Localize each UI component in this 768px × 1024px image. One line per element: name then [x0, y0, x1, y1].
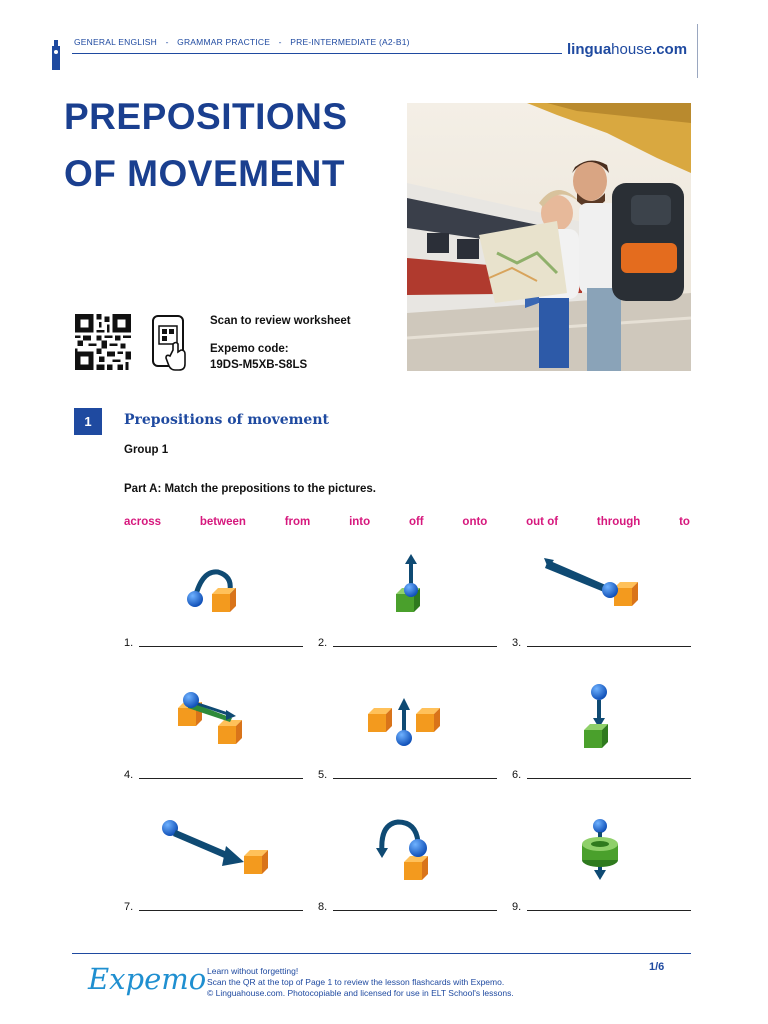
answer-line[interactable]	[139, 910, 303, 911]
breadcrumb-item: PRE-INTERMEDIATE (A2-B1)	[290, 37, 410, 47]
page-title-line-1: PREPOSITIONS	[64, 96, 348, 137]
word-bank-item: out of	[526, 516, 559, 528]
answer-number: 4.	[124, 769, 134, 781]
section-title: Prepositions of movement	[124, 412, 329, 428]
answer-field-1[interactable]	[124, 637, 303, 649]
word-bank-item: from	[284, 516, 311, 528]
word-bank-item: across	[124, 516, 162, 528]
answer-line[interactable]	[333, 778, 497, 779]
qr-code-icon[interactable]	[73, 314, 133, 370]
breadcrumb-item: GRAMMAR PRACTICE	[177, 37, 271, 47]
page-title-line-2: OF MOVEMENT	[64, 153, 345, 194]
section-number-badge: 1	[74, 408, 102, 435]
answer-field-5[interactable]	[318, 769, 497, 781]
footer-copyright: © Linguahouse.com. Photocopiable and licensed for use in ELT School's lessons.	[207, 988, 514, 998]
linguahouse-logo[interactable]	[567, 41, 687, 58]
picture-9	[530, 812, 690, 897]
picture-1	[140, 548, 300, 633]
answer-line[interactable]	[139, 778, 303, 779]
picture-2	[334, 548, 494, 633]
answer-number: 2.	[318, 637, 328, 649]
answer-number: 8.	[318, 901, 328, 913]
answer-field-8[interactable]	[318, 901, 497, 913]
picture-7	[140, 812, 300, 897]
word-bank-item: onto	[462, 516, 488, 528]
answer-number: 1.	[124, 637, 134, 649]
answer-line[interactable]	[333, 910, 497, 911]
footer-text	[207, 966, 514, 999]
word-bank-item: through	[596, 516, 641, 528]
expemo-code-label: Expemo code:	[210, 343, 289, 355]
answer-number: 3.	[512, 637, 522, 649]
picture-6	[530, 680, 690, 765]
expemo-logo[interactable]: Expemo	[88, 962, 207, 996]
header-divider	[72, 53, 562, 54]
picture-4	[140, 680, 300, 765]
answer-line[interactable]	[527, 646, 691, 647]
group-label: Group 1	[124, 444, 169, 456]
breadcrumb-separator: -	[278, 37, 282, 47]
footer-instructions: Scan the QR at the top of Page 1 to review the lesson flashcards with Expemo.	[207, 977, 505, 987]
scan-label: Scan to review worksheet	[210, 315, 351, 327]
footer-divider	[72, 953, 691, 954]
big-ben-icon	[50, 40, 62, 70]
answer-line[interactable]	[333, 646, 497, 647]
answer-number: 5.	[318, 769, 328, 781]
brand-tld: .com	[652, 41, 688, 58]
breadcrumb	[74, 37, 416, 47]
answer-line[interactable]	[139, 646, 303, 647]
scan-instructions	[210, 313, 351, 373]
picture-5	[334, 680, 494, 765]
answer-field-9[interactable]	[512, 901, 691, 913]
word-bank-item: between	[199, 516, 246, 528]
answer-number: 9.	[512, 901, 522, 913]
answer-field-4[interactable]	[124, 769, 303, 781]
brand-light: house	[611, 41, 653, 58]
exercise-instruction: Part A: Match the prepositions to the pictures.	[124, 483, 376, 495]
brand-bold: lingua	[567, 41, 612, 58]
expemo-code: 19DS-M5XB-S8LS	[210, 359, 308, 371]
breadcrumb-item: GENERAL ENGLISH	[74, 37, 157, 47]
answer-number: 7.	[124, 901, 134, 913]
answer-field-2[interactable]	[318, 637, 497, 649]
answer-field-7[interactable]	[124, 901, 303, 913]
picture-3	[530, 548, 690, 633]
answer-field-6[interactable]	[512, 769, 691, 781]
picture-8	[334, 812, 494, 897]
breadcrumb-separator: -	[165, 37, 169, 47]
answer-line[interactable]	[527, 778, 691, 779]
answer-line[interactable]	[527, 910, 691, 911]
word-bank-item: off	[408, 516, 424, 528]
phone-scan-icon	[151, 314, 191, 372]
travelers-photo	[407, 103, 691, 371]
page-number: 1/6	[649, 961, 665, 973]
header-vertical-rule	[697, 24, 698, 78]
answer-field-3[interactable]	[512, 637, 691, 649]
word-bank-item: to	[679, 516, 690, 528]
footer-tagline: Learn without forgetting!	[207, 966, 299, 976]
word-bank-item: into	[349, 516, 371, 528]
answer-number: 6.	[512, 769, 522, 781]
word-bank	[124, 516, 690, 528]
